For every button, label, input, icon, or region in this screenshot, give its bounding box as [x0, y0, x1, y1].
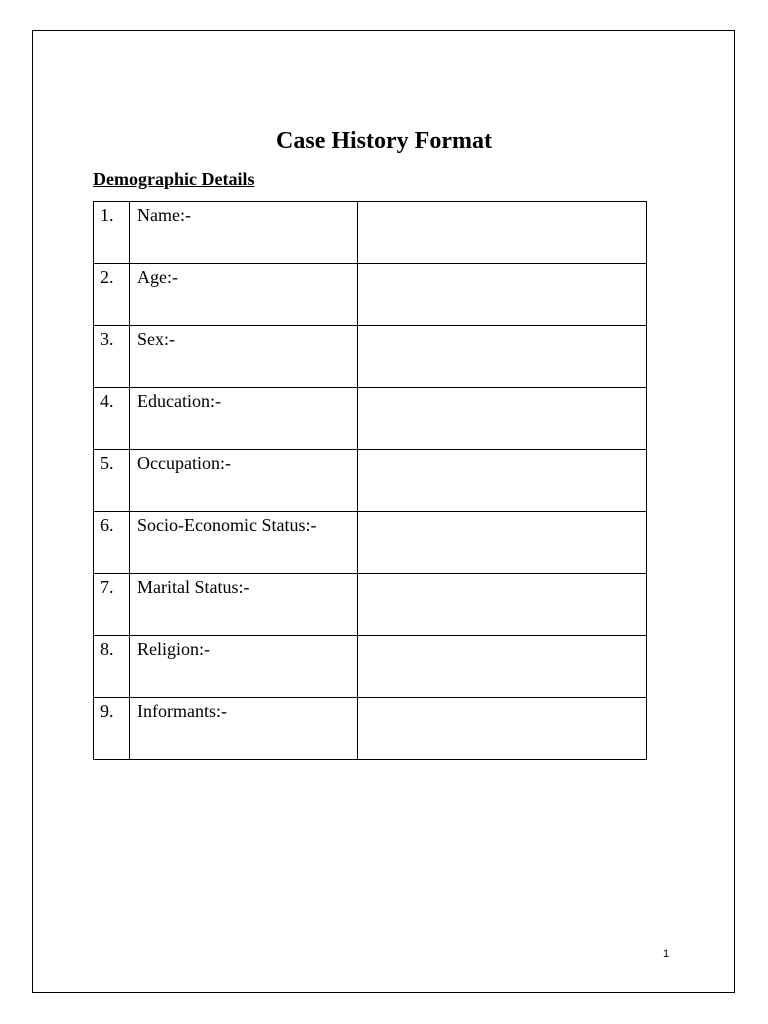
field-label-age: Age:- — [130, 264, 358, 326]
table-row — [94, 450, 647, 512]
table-row — [94, 698, 647, 760]
field-value-religion[interactable] — [358, 636, 647, 698]
row-number: 9. — [94, 698, 130, 760]
field-label-sex: Sex:- — [130, 326, 358, 388]
page-number: 1 — [663, 948, 670, 960]
table-row — [94, 264, 647, 326]
row-number: 2. — [94, 264, 130, 326]
table-row — [94, 326, 647, 388]
document-title: Case History Format — [276, 128, 492, 154]
row-number: 3. — [94, 326, 130, 388]
demographic-details-table — [93, 201, 647, 760]
field-label-marital-status: Marital Status:- — [130, 574, 358, 636]
field-value-education[interactable] — [358, 388, 647, 450]
field-value-occupation[interactable] — [358, 450, 647, 512]
table-row — [94, 388, 647, 450]
table-row — [94, 636, 647, 698]
field-label-socio-economic-status: Socio-Economic Status:- — [130, 512, 358, 574]
field-value-age[interactable] — [358, 264, 647, 326]
row-number: 6. — [94, 512, 130, 574]
field-value-socio-economic-status[interactable] — [358, 512, 647, 574]
field-label-occupation: Occupation:- — [130, 450, 358, 512]
field-label-informants: Informants:- — [130, 698, 358, 760]
row-number: 7. — [94, 574, 130, 636]
field-value-sex[interactable] — [358, 326, 647, 388]
field-value-name[interactable] — [358, 202, 647, 264]
field-label-education: Education:- — [130, 388, 358, 450]
row-number: 4. — [94, 388, 130, 450]
table-row — [94, 202, 647, 264]
table-row — [94, 574, 647, 636]
field-value-marital-status[interactable] — [358, 574, 647, 636]
field-value-informants[interactable] — [358, 698, 647, 760]
row-number: 5. — [94, 450, 130, 512]
section-heading: Demographic Details — [93, 169, 255, 189]
table-row — [94, 512, 647, 574]
row-number: 8. — [94, 636, 130, 698]
field-label-religion: Religion:- — [130, 636, 358, 698]
row-number: 1. — [94, 202, 130, 264]
field-label-name: Name:- — [130, 202, 358, 264]
